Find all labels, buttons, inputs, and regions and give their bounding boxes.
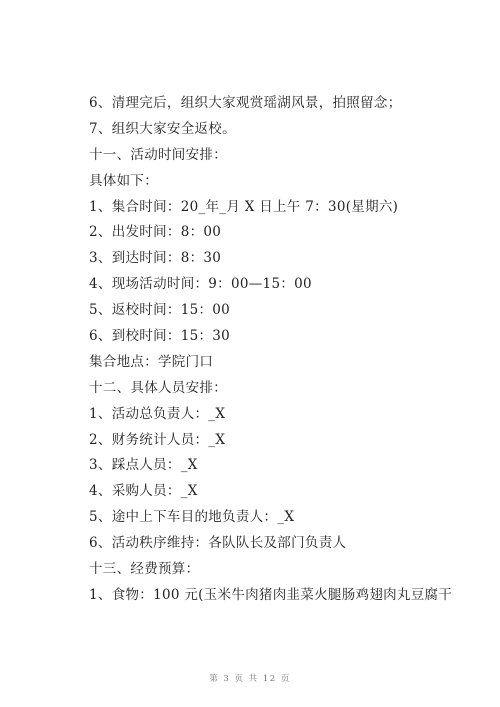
document-body xyxy=(89,91,469,609)
text-line: 6、清理完后，组织大家观赏瑶湖风景，拍照留念； xyxy=(89,95,402,111)
text-line: 6、到校时间：15：30 xyxy=(89,328,231,345)
section-heading: 十二、具体人员安排： xyxy=(89,379,227,396)
text-line: 1、集合时间：20_年_月 X 日上午 7：30(星期六) xyxy=(89,198,399,215)
text-line: 4、采购人员：_X xyxy=(89,483,198,500)
text-line: 6、活动秩序维持：各队队长及部门负责人 xyxy=(89,535,347,552)
text-line: 4、现场活动时间：9：00—15：00 xyxy=(89,276,312,293)
text-line: 5、返校时间：15：00 xyxy=(89,302,231,319)
text-line: 2、财务统计人员：_X xyxy=(89,431,226,448)
section-heading: 十一、活动时间安排： xyxy=(89,146,227,163)
text-line: 3、踩点人员：_X xyxy=(89,457,198,474)
section-heading: 十三、经费预算： xyxy=(89,561,200,578)
text-line: 7、组织大家安全返校。 xyxy=(89,120,236,137)
page-number-footer: 第 3 页 共 12 页 xyxy=(209,674,291,684)
text-line: 集合地点：学院门口 xyxy=(89,353,214,370)
text-line: 具体如下： xyxy=(89,172,158,189)
text-line: 1、活动总负责人：_X xyxy=(89,405,226,422)
text-line: 1、食物：100 元(玉米牛肉猪肉韭菜火腿肠鸡翅肉丸豆腐干 xyxy=(89,586,453,603)
text-line: 3、到达时间：8：30 xyxy=(89,250,222,267)
text-line: 5、途中上下车目的地负责人：_X xyxy=(89,509,295,526)
text-line: 2、出发时间：8：00 xyxy=(89,224,222,241)
